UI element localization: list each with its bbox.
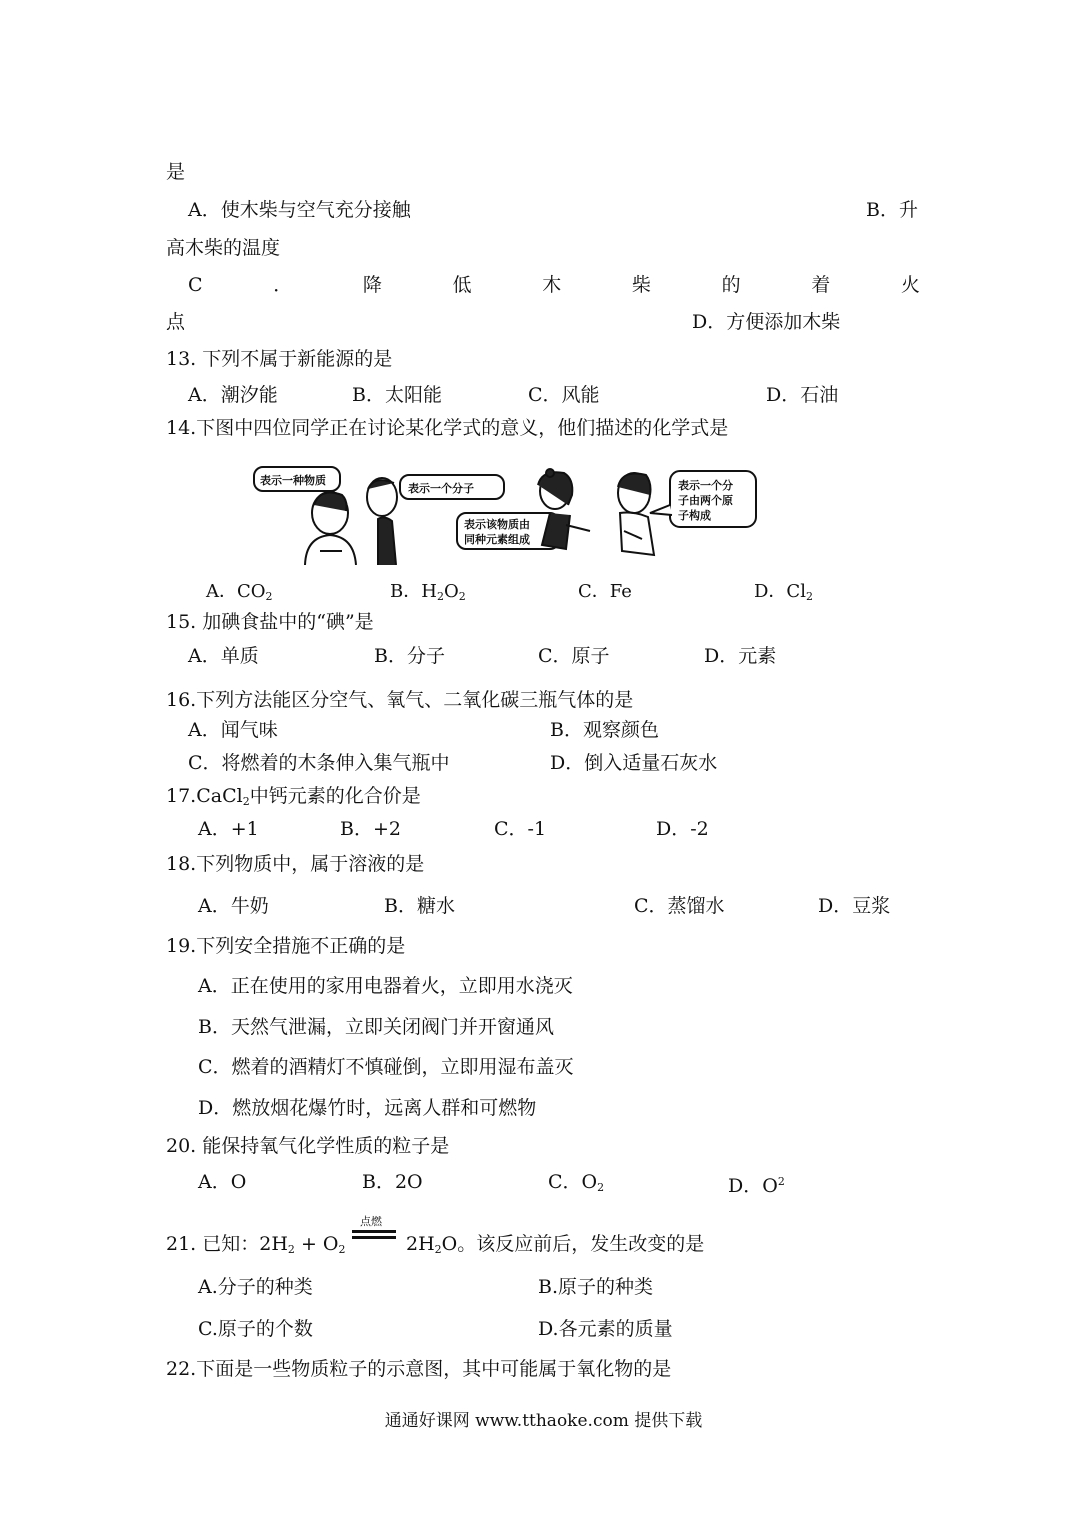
q17-option-a: A．+1 xyxy=(198,818,259,840)
q13-option-c: C．风能 xyxy=(528,384,600,406)
q12-option-c-tail: 点 xyxy=(166,311,186,333)
q18-option-b: B．糖水 xyxy=(384,895,455,917)
q19-stem: 19.下列安全措施不正确的是 xyxy=(166,935,406,957)
q18-option-c: C．蒸馏水 xyxy=(634,895,725,917)
bubble-3-text-line1: 表示该物质由 xyxy=(464,518,530,531)
bubble-4-text-line1: 表示一个分 xyxy=(678,479,733,492)
q15-option-b: B．分子 xyxy=(374,645,445,667)
q13-option-a: A．潮汐能 xyxy=(188,384,278,406)
q20-stem: 20. 能保持氧气化学性质的粒子是 xyxy=(166,1135,450,1157)
q12-option-b-head: B．升 xyxy=(866,199,918,221)
q13-option-b: B．太阳能 xyxy=(352,384,442,406)
q17-option-c: C．-1 xyxy=(494,818,547,840)
q20-option-c: C．$O_2$ xyxy=(548,1171,605,1194)
q12-option-c-char: 木 xyxy=(542,274,562,296)
q18-option-d: D．豆浆 xyxy=(818,895,891,917)
q21-option-c: C.原子的个数 xyxy=(198,1318,313,1340)
q14-option-b: B．$H_2O_2$ xyxy=(390,581,466,603)
q12-option-c-char: 柴 xyxy=(631,274,651,296)
q14-option-c: C．Fe xyxy=(578,581,632,602)
student-2-body xyxy=(378,517,396,565)
bubble-2-text: 表示一个分子 xyxy=(408,482,474,495)
q12-option-c-char: 火 xyxy=(900,274,920,296)
q21-option-b: B.原子的种类 xyxy=(538,1276,654,1298)
q18-option-a: A．牛奶 xyxy=(198,895,269,917)
bubble-3-text-line2: 同种元素组成 xyxy=(464,533,530,546)
equals-bar-bottom xyxy=(352,1236,396,1239)
bubble-4-text-line3: 子构成 xyxy=(678,509,711,522)
q22-stem: 22.下面是一些物质粒子的示意图，其中可能属于氧化物的是 xyxy=(166,1358,672,1380)
q17-option-d: D．-2 xyxy=(656,818,709,840)
q15-option-a: A．单质 xyxy=(188,645,259,667)
q21-option-d: D.各元素的质量 xyxy=(538,1318,673,1340)
q13-option-d: D．石油 xyxy=(766,384,839,406)
q16-option-d: D．倒入适量石灰水 xyxy=(550,752,718,774)
q12-option-c-char: 的 xyxy=(721,274,741,296)
q12-stem-end: 是 xyxy=(166,161,186,183)
q14-option-a: A．$CO_2$ xyxy=(206,581,273,603)
q15-option-d: D．元素 xyxy=(704,645,777,667)
q12-option-c xyxy=(188,273,920,297)
q19-option-d: D．燃放烟花爆竹时，远离人群和可燃物 xyxy=(198,1097,537,1119)
page-footer: 通通好课网 www.tthaoke.com 提供下载 xyxy=(384,1411,703,1431)
q20-option-d: D．$O^2$ xyxy=(728,1175,785,1197)
q12-option-d: D．方便添加木柴 xyxy=(692,311,841,333)
q20-option-a: A．O xyxy=(198,1171,247,1193)
q16-option-c: C．将燃着的木条伸入集气瓶中 xyxy=(188,752,450,774)
q12-option-c-char: ． xyxy=(273,274,293,296)
q12-option-b-tail: 高木柴的温度 xyxy=(166,237,281,259)
q12-option-c-char: C xyxy=(188,274,203,296)
q15-stem: 15. 加碘食盐中的“碘”是 xyxy=(166,611,374,633)
q12-option-c-char: 低 xyxy=(452,274,472,296)
reaction-condition-label: 点燃 xyxy=(360,1215,382,1228)
q12-option-a: A．使木柴与空气充分接触 xyxy=(188,199,411,221)
q21-equation-left: 21. 已知：$2H_2 + O_2$ xyxy=(166,1233,346,1256)
q20-option-b: B．2O xyxy=(362,1171,423,1193)
q19-option-b: B．天然气泄漏，立即关闭阀门并开窗通风 xyxy=(198,1016,554,1038)
bubble-1-text: 表示一种物质 xyxy=(260,474,326,487)
q14-stem: 14.下图中四位同学正在讨论某化学式的意义，他们描述的化学式是 xyxy=(166,417,729,439)
equals-bar-top xyxy=(352,1230,396,1233)
students-discussion-illustration xyxy=(250,465,760,565)
q18-stem: 18.下列物质中，属于溶液的是 xyxy=(166,853,425,875)
q16-option-b: B．观察颜色 xyxy=(550,719,659,741)
q19-option-a: A．正在使用的家用电器着火，立即用水浇灭 xyxy=(198,975,573,997)
student-3-body xyxy=(542,513,570,549)
q16-option-a: A．闻气味 xyxy=(188,719,278,741)
q12-option-c-char: 着 xyxy=(811,274,831,296)
q21-option-a: A.分子的种类 xyxy=(198,1276,313,1298)
q21-equation-right: $2H_2O$。该反应前后，发生改变的是 xyxy=(406,1233,705,1256)
q17-option-b: B．+2 xyxy=(340,818,401,840)
q17-stem: 17.CaCl$_2$中钙元素的化合价是 xyxy=(166,785,421,808)
q19-option-c: C．燃着的酒精灯不慎碰倒，立即用湿布盖灭 xyxy=(198,1056,574,1078)
q14-option-d: D．$Cl_2$ xyxy=(754,581,813,603)
reaction-condition-equals xyxy=(350,1213,398,1253)
q16-stem: 16.下列方法能区分空气、氧气、二氧化碳三瓶气体的是 xyxy=(166,689,634,711)
student-4-body xyxy=(620,513,654,556)
q15-option-c: C．原子 xyxy=(538,645,610,667)
q12-option-c-char: 降 xyxy=(362,274,382,296)
q13-stem: 13. 下列不属于新能源的是 xyxy=(166,348,393,370)
bubble-4-text-line2: 子由两个原 xyxy=(678,494,733,507)
